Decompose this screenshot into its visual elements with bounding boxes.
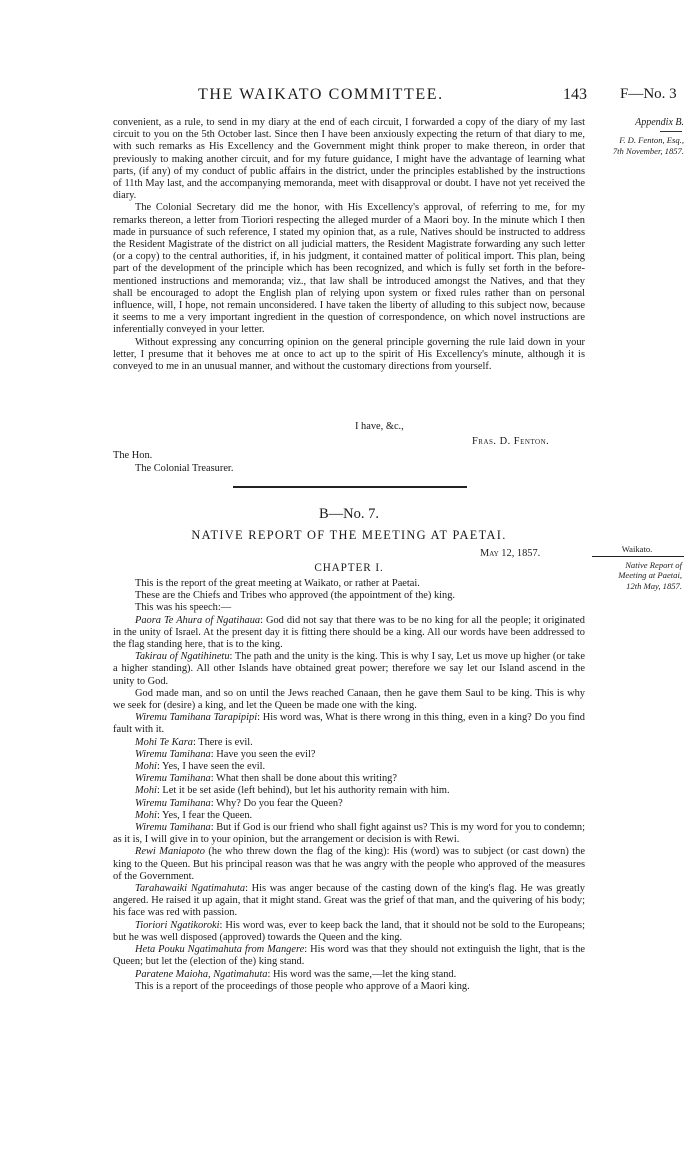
speaker-name: Rewi Maniapoto <box>135 846 205 858</box>
speaker-name: Heta Pouku Ngatimahuta from Mangere <box>135 944 305 956</box>
page-number: 143 <box>563 86 587 103</box>
speech-paragraph <box>113 944 585 968</box>
speech-paragraph <box>113 737 585 749</box>
letter-paragraph-1: convenient, as a rule, to send in my diary at the end of each circuit, I forwarded a copy of the diary of my last circuit to you on the 5th October last. Since then I have been anxiously expecting the return of that diary to me, with such remarks as His Excellency and the Government might think proper to make thereon, in order that previously to making another circuit, and for my future guidance, I might have the advantage of learning what parts, (if any) of my conduct of public affairs in the district, under the principles established by the instructions of 11th May last, and the accompanying memoranda, meet with disapproval or doubt. I have not yet received the diary. <box>113 117 585 202</box>
speech-paragraph <box>113 969 585 981</box>
speech-text: : What then shall be done about this writing? <box>210 773 397 785</box>
speaker-name: Takirau of Ngatihinetu <box>135 651 230 663</box>
margin-line-1: Native Report of <box>625 560 682 570</box>
letter-paragraph-3: Without expressing any concurring opinion on the general principle governing the rule laid down in your letter, I presume that it behoves me at once to act up to the spirit of His Excellency's minute, although it is conveyed to me in an unusual manner, and without the customary directions from yourself. <box>113 336 585 373</box>
letter-body <box>113 117 585 373</box>
appendix-label: Appendix B. <box>635 117 684 128</box>
speaker-name: Mohi <box>135 785 157 797</box>
speaker-name: Tioriori Ngatikoroki <box>135 919 220 931</box>
margin-divider <box>660 131 682 132</box>
speaker-name: Wiremu Tamihana <box>135 773 211 785</box>
speaker-name: Mohi <box>135 809 157 821</box>
chapter-heading: CHAPTER I. <box>314 562 384 574</box>
speech-paragraph <box>113 846 585 883</box>
speech-text: : Yes, I fear the Queen. <box>156 809 253 821</box>
speech-paragraph <box>113 810 585 822</box>
speaker-name: Wiremu Tamihana <box>135 822 211 834</box>
document-reference: F—No. 3 <box>620 86 677 102</box>
speech-text: : Why? Do you fear the Queen? <box>210 797 343 809</box>
speaker-name: Mohi <box>135 761 157 773</box>
speech-text: God made man, and so on until the Jews reached Canaan, then he gave them Saul to be king. This is why we seek for (desire) a king, and let the Queen be made one with the king. <box>113 687 585 712</box>
speech-paragraph <box>113 798 585 810</box>
speech-text: : God did not say that there was to be no king for all the people; it originated in the unity of Israel. At the present day it is fitting there should be a king. All our words have been addressed to the flag standing here, that is to the king. <box>113 614 585 651</box>
addressee-line-1: The Hon. <box>113 450 153 461</box>
report-margin-note <box>592 560 682 591</box>
section-date: May 12, 1857. <box>480 548 541 559</box>
margin-line-2: Meeting at Paetai, <box>618 570 682 581</box>
speaker-name: Paora Te Ahura of Ngatihaua <box>135 614 261 626</box>
speaker-name: Mohi Te Kara <box>135 736 193 748</box>
appendix-margin-note <box>598 118 684 156</box>
report-closing: This is a report of the proceedings of those people who approve of a Maori king. <box>135 980 470 992</box>
speech-paragraph <box>113 615 585 652</box>
margin-line-3: 12th May, 1857. <box>626 580 682 591</box>
speech-paragraph <box>113 883 585 920</box>
section-number: B—No. 7. <box>318 506 380 522</box>
speech-text: : There is evil. <box>192 736 253 748</box>
letter-paragraph-2: The Colonial Secretary did me the honor, with His Excellency's approval, of referring to me, for my remarks thereon, a letter from Tioriori respecting the alleged murder of a Maori boy. In the minute which I then made in pursuance of such reference, I stated my opinion that, as a rule, Natives should be instructed to address the Resident Magistrate of the district on all judicial matters, the Resident Magistrate forwarding any such letter (or a copy) to the central authorities, if, in his judgment, it contained matter of political import. This plan, being part of the development of the principle which has been recognized, and which is fully set forth in the before-mentioned instructions and memoranda; viz., that law shall be introduced amongst the Natives, and that they shall be encouraged to adopt the English plan of relying upon system or fixed rules rather than on personal influence, will, I hope, not remain unconsidered. I have taken the liberty of alluding to this subject now, because it seems to me a very important ingredient in the question of correspondence, on which novel instructions are inferentially conveyed in your letter. <box>113 202 585 336</box>
speaker-name: Wiremu Tamihana Tarapipipi <box>135 712 258 724</box>
report-intro-2: These are the Chiefs and Tribes who approved (the appointment of the) king. <box>135 590 456 602</box>
report-body <box>113 578 585 993</box>
speech-text: : His word was the same,—let the king stand. <box>267 968 457 980</box>
speech-text: : Let it be set aside (left behind), but let his authority remain with him. <box>156 785 450 797</box>
speech-text: : His word was, ever to keep back the land, that it should not be sold to the Europeans; but he was well disposed (approved) towards the Queen and the king. <box>113 919 585 943</box>
speech-paragraph <box>113 651 585 688</box>
speech-text: : His word was, What is there wrong in this thing, even in a king? Do you find fault with it. <box>113 712 585 736</box>
speech-paragraph <box>113 773 585 785</box>
speech-text: : His was anger because of the casting down of the king's flag. He was greatly angered. He raised it up again, that it might stand. Great was the grief of that man, and the quivering of his body; his face was red with passion. <box>113 883 585 919</box>
appendix-author: F. D. Fenton, Esq., <box>619 135 684 146</box>
speech-text: : Have you seen the evil? <box>210 748 316 760</box>
section-divider <box>233 486 467 488</box>
speech-paragraph <box>113 688 585 712</box>
speech-paragraph <box>113 761 585 773</box>
section-title: NATIVE REPORT OF THE MEETING AT PAETAI. <box>191 528 507 542</box>
appendix-date: 7th November, 1857. <box>612 145 684 156</box>
addressee-line-2: The Colonial Treasurer. <box>135 463 234 474</box>
speech-paragraph <box>113 920 585 944</box>
header-title: THE WAIKATO COMMITTEE. <box>198 86 444 103</box>
margin-place: Waikato. <box>621 544 653 554</box>
speech-text: : His word was that they should not extinguish the light, that is the Queen; but let the (election of the) king stand. <box>113 944 585 968</box>
speech-paragraph <box>113 785 585 797</box>
speech-paragraph <box>113 749 585 761</box>
report-intro-1: This is the report of the great meeting at Waikato, or rather at Paetai. <box>135 578 420 589</box>
speech-paragraph <box>113 822 585 846</box>
speech-text: : Yes, I have seen the evil. <box>156 761 266 773</box>
report-intro-3: This was his speech:— <box>135 602 232 614</box>
letter-closing: I have, &c., <box>355 421 404 432</box>
speaker-name: Wiremu Tamihana <box>135 748 211 760</box>
speech-text: (he who threw down the flag of the king): His (word) was to subject (or cast down) the king to the Queen. But his principal reason was that he was angry with the people who approved of the measures of the Government. <box>113 846 585 882</box>
running-header <box>0 86 700 110</box>
speaker-name: Paratene Maioha, Ngatimahuta <box>135 968 268 980</box>
speech-paragraph <box>113 712 585 736</box>
speaker-name: Wiremu Tamihana <box>135 797 211 809</box>
speaker-name: Tarahawaiki Ngatimahuta <box>135 883 246 895</box>
margin-rule <box>592 556 684 557</box>
speech-text: : The path and the unity is the king. This is why I say, Let us move up higher (or take a higher standing). All other Islands have obtained great power; therefore we say let our Island ascend in the unity to God. <box>113 651 585 687</box>
letter-signature: Fras. D. Fenton. <box>472 436 550 447</box>
speech-text: : But if God is our friend who shall fight against us? This is my word for you to condemn; as it is, I will give in to your opinion, but the arrangement or decision is with Rewi. <box>113 822 585 846</box>
